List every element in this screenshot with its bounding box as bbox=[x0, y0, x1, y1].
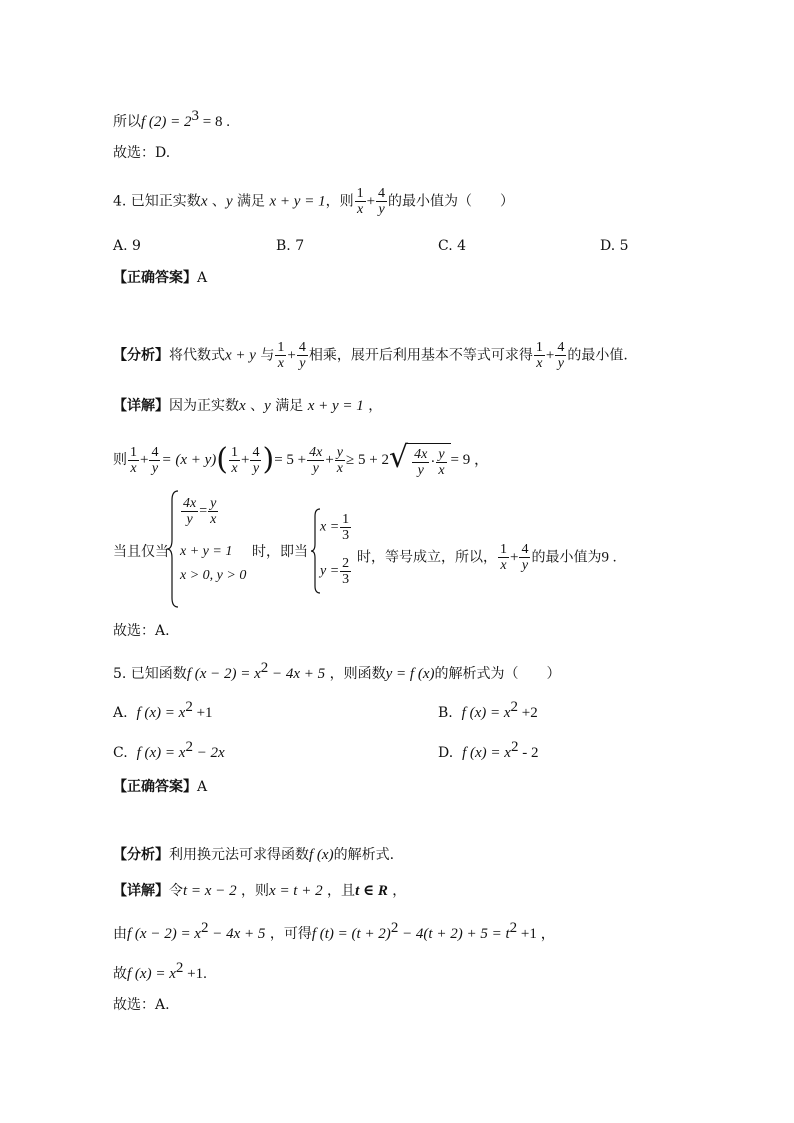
math: = 8 . bbox=[199, 114, 230, 130]
math: x + y = 1 bbox=[307, 398, 364, 414]
text: 所以 bbox=[113, 114, 141, 130]
square-root: √ $\frac{4x}{y}$ · $\frac{y}{x}$ bbox=[389, 440, 451, 480]
fraction: $\frac{4}{y}$ bbox=[298, 340, 306, 371]
system-row-y: y = $\frac{2}{3}$ bbox=[320, 556, 350, 587]
result-line: 故f $(x) = x^2 +1$. bbox=[113, 960, 207, 982]
math: + bbox=[366, 193, 376, 210]
text: 相乘，展开后利用基本不等式可求得 bbox=[308, 347, 533, 364]
left-brace bbox=[166, 490, 180, 612]
math: y bbox=[264, 398, 271, 414]
option-a: A. 9 bbox=[113, 238, 141, 254]
label: 【详解】 bbox=[113, 398, 169, 414]
answer-choice-line: 故选：A. bbox=[113, 997, 170, 1013]
analysis-line: 【分析】利用换元法可求得函数f (x)的解析式. bbox=[113, 847, 395, 863]
option-d: D. f $(x) = x^2 - 2$ bbox=[438, 739, 539, 761]
label: 【分析】 bbox=[113, 347, 169, 364]
detail-line: 【详解】令t = x − 2 ，则x = t + 2 ，且t ∈ R ， bbox=[113, 883, 407, 899]
math: x + y = 1 bbox=[269, 193, 326, 210]
fraction: $\frac{1}{x}$ bbox=[277, 340, 285, 371]
fraction: $\frac{1}{x}$ bbox=[231, 444, 238, 476]
question-4 bbox=[113, 186, 514, 217]
math: = 5 + bbox=[274, 452, 307, 468]
equation-line: 则 $\frac{1}{x}$ + $\frac{4}{y}$ = (x + y)( $\frac{1}{x}$ + $\frac{4}{y}$ )= 5 + $\frac{4x}{y}$ + $\frac{y}{x}$ ≥ 5 + 2 √ $\frac{4x}{y}$ · $\frac{y}{x}$ = 9 ， bbox=[113, 440, 489, 480]
detail-line: 【详解】因为正实数x 、y 满足 x + y = 1 ， bbox=[113, 398, 383, 414]
fraction: $\frac{4x}{y}$ bbox=[309, 444, 323, 476]
text: 4. 已知正实数 bbox=[113, 193, 201, 210]
fraction: $\frac{1}{x}$ bbox=[535, 340, 543, 371]
system-row-1: $\frac{4x}{y}$ = $\frac{y}{x}$ bbox=[183, 496, 217, 527]
text: 则 bbox=[113, 452, 127, 468]
conclusion: 时，等号成立，所以， $\frac{1}{x}$ + $\frac{4}{y}$ 的最小值为9 . bbox=[357, 542, 617, 573]
question-5: 5. 已知函数f $(x - 2) = x^2 - 4x + 5$ ，则函数y = f (x)的解析式为（ ） bbox=[113, 660, 561, 682]
answer-line bbox=[113, 268, 207, 288]
derivation-line: 由f $(x - 2) = x^2 - 4x + 5$ ，可得f $(t) = (t + 2)^2 - 4(t + 2) + 5 = t^2 +1$ ， bbox=[113, 920, 556, 942]
math: x bbox=[239, 398, 246, 414]
fraction: $\frac{y}{x}$ bbox=[336, 444, 344, 476]
label: 【正确答案】 bbox=[113, 270, 197, 286]
text: 满足 bbox=[232, 193, 270, 210]
text: 将代数式 bbox=[169, 347, 225, 364]
option-a: A. f $(x) = x^2 +1$ bbox=[113, 699, 213, 721]
fraction: $\frac{4}{y}$ bbox=[557, 340, 565, 371]
math: ≥ 5 + 2 bbox=[346, 452, 389, 468]
fraction: $\frac{1}{x}$ bbox=[130, 444, 137, 476]
fraction: $\frac{4}{y}$ bbox=[378, 186, 386, 217]
answer-line: 【正确答案】A bbox=[113, 779, 208, 795]
option-c: C. f $(x) = x^2 - 2x$ bbox=[113, 739, 225, 761]
option-b: B. 7 bbox=[276, 238, 305, 254]
option-c: C. 4 bbox=[438, 238, 467, 254]
text: 的最小值为（ ） bbox=[388, 193, 515, 210]
system-row-3: x > 0, y > 0 bbox=[180, 568, 247, 583]
text: 满足 bbox=[275, 398, 308, 414]
math: x + y bbox=[225, 347, 256, 364]
answer-choice-line: 故选：D. bbox=[113, 145, 171, 161]
fraction: $\frac{1}{x}$ bbox=[356, 186, 364, 217]
text: ，则 bbox=[325, 193, 354, 210]
option-d: D. 5 bbox=[600, 238, 629, 254]
text: 当且仅当 bbox=[113, 544, 169, 560]
answer-choice-line: 故选：A. bbox=[113, 623, 170, 639]
text: 与 bbox=[255, 347, 275, 364]
math: f (2) = 2 bbox=[141, 114, 192, 130]
text: 时，即当 bbox=[252, 544, 308, 560]
exponent: 3 bbox=[191, 108, 200, 124]
math: x bbox=[200, 193, 208, 210]
text: 、 bbox=[207, 193, 226, 210]
system-row-2: x + y = 1 bbox=[180, 544, 233, 559]
system-row-x: x = $\frac{1}{3}$ bbox=[320, 512, 350, 543]
text-line bbox=[113, 106, 230, 132]
math: = 9 ， bbox=[450, 452, 489, 468]
math: = (x + y) bbox=[161, 452, 217, 468]
fraction: $\frac{4}{y}$ bbox=[151, 444, 159, 476]
text: 因为正实数 bbox=[169, 398, 239, 414]
fraction: $\frac{4}{y}$ bbox=[252, 444, 260, 476]
answer: A bbox=[197, 270, 208, 286]
math: y bbox=[225, 193, 233, 210]
option-b: B. f $(x) = x^2 +2$ bbox=[438, 699, 538, 721]
text: 的最小值. bbox=[567, 347, 628, 364]
analysis-line: 【分析】将代数式x + y 与 $\frac{1}{x}$ + $\frac{4}{y}$ 相乘，展开后利用基本不等式可求得 $\frac{1}{x}$ + $\frac{4}{y}$ 的最小值. bbox=[113, 340, 628, 371]
